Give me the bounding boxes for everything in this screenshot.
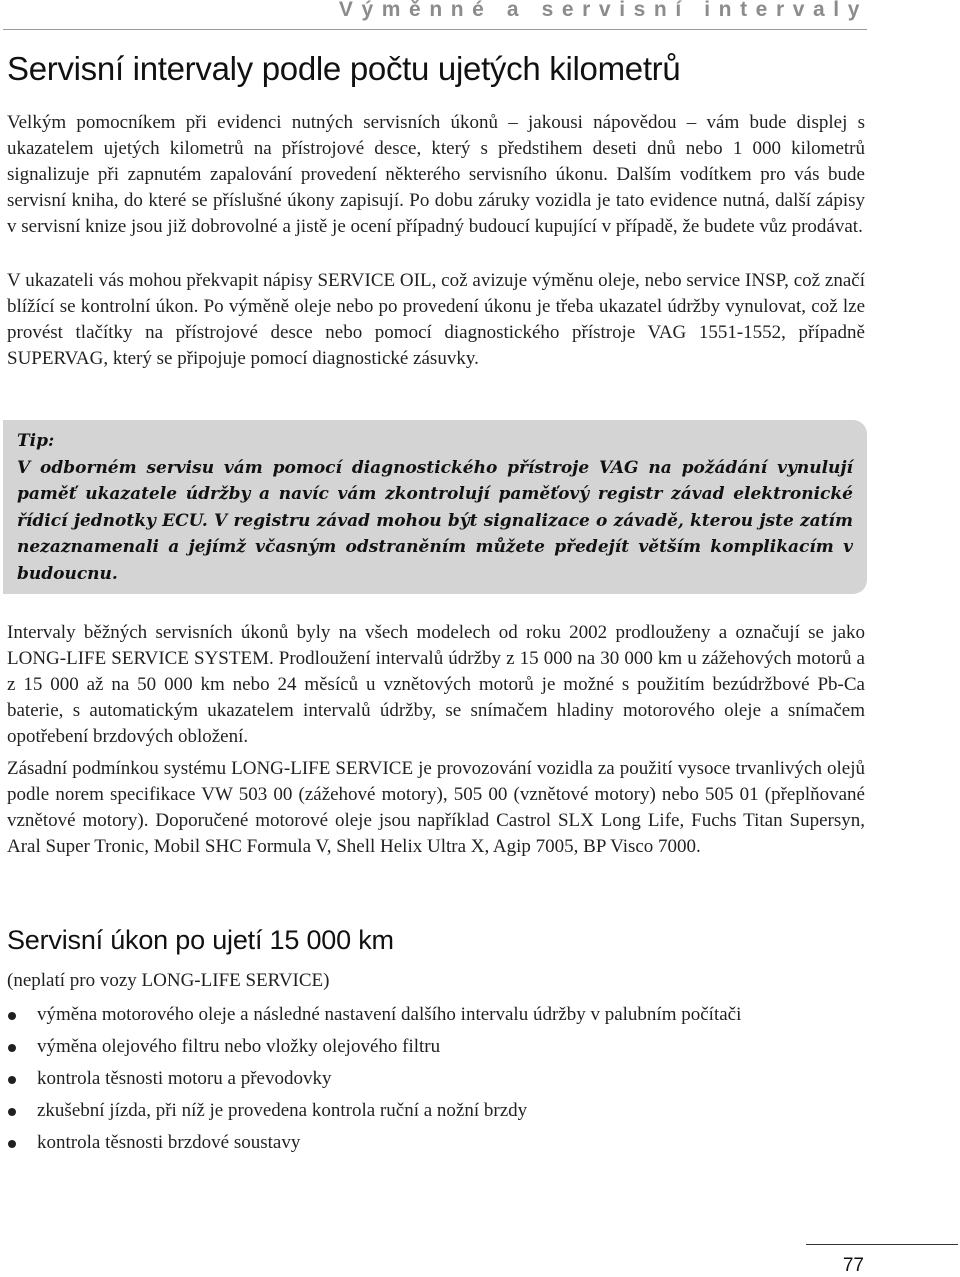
section-title: Servisní úkon po ujetí 15 000 km bbox=[7, 925, 394, 955]
bullet-icon bbox=[8, 1140, 16, 1148]
bullet-icon bbox=[8, 1012, 16, 1020]
list-item bbox=[0, 1130, 865, 1156]
list-item-text: zkušební jízda, při níž je provedena kontrola ruční a nožní brzdy bbox=[37, 1100, 528, 1121]
paragraph-indicator: V ukazateli vás mohou překvapit nápisy SERVICE OIL, což avizuje výměnu oleje, nebo service INSP, což značí blížící se kontrolní úkon. Po výměně oleje nebo po provedení úkonu je třeba ukazatel údržby vynulovat, což lze provést tlačítky na přístrojové desce nebo pomocí diagnostického přístroje VAG 1551-1552, případně SUPERVAG, který se připojuje pomocí diagnostické zásuvky. bbox=[7, 270, 865, 369]
page-title: Servisní intervaly podle počtu ujetých kilometrů bbox=[7, 50, 681, 87]
bullet-icon bbox=[8, 1076, 16, 1084]
bullet-icon bbox=[8, 1108, 16, 1116]
running-header: Výměnné a servisní intervaly bbox=[338, 0, 868, 21]
list-item-text: kontrola těsnosti brzdové soustavy bbox=[37, 1132, 301, 1153]
tip-box bbox=[3, 420, 867, 594]
list-item bbox=[0, 1002, 865, 1028]
paragraph-long-life: Intervaly běžných servisních úkonů byly na všech modelech od roku 2002 prodlouženy a označují se jako LONG-LIFE SERVICE SYSTEM. Prodloužení intervalů údržby z 15 000 na 30 000 km u zážehových motorů a z 15 000 až na 50 000 km nebo 24 měsíců u vznětových motorů je možné s použitím bezúdržbové Pb-Ca baterie, s automatickým ukazatelem intervalů údržby, se snímačem hladiny motorového oleje a snímačem opotřebení brzdových obložení. bbox=[7, 622, 865, 747]
list-item bbox=[0, 1034, 865, 1060]
paragraph-intro: Velkým pomocníkem při evidenci nutných servisních úkonů – jakousi nápovědou – vám bude displej s ukazatelem ujetých kilometrů na přístrojové desce, který s předstihem deseti dnů nebo 1 000 kilometrů signalizuje při zapnutém zapalování provedení některého servisního úkonu. Dalším vodítkem pro vás bude servisní kniha, do které se příslušné úkony zapisují. Po dobu záruky vozidla je tato evidence nutná, další zápisy v servisní knize jsou již dobrovolné a jistě je ocení případný budoucí kupující v případě, že budete vůz prodávat. bbox=[7, 112, 865, 237]
list-item-text: výměna motorového oleje a následné nastavení dalšího intervalu údržby v palubním počítači bbox=[37, 1004, 742, 1025]
page-number: 77 bbox=[842, 1255, 864, 1276]
list-item-text: výměna olejového filtru nebo vložky olejového filtru bbox=[37, 1036, 441, 1057]
list-item bbox=[0, 1098, 865, 1124]
list-item-text: kontrola těsnosti motoru a převodovky bbox=[37, 1068, 332, 1089]
paragraph-oils: Zásadní podmínkou systému LONG-LIFE SERVICE je provozování vozidla za použití vysoce trvanlivých olejů podle norem specifikace VW 503 00 (zážehové motory), 505 00 (vznětové motory) nebo 505 01 (přeplňované vznětové motory). Doporučené motorové oleje jsou například Castrol SLX Long Life, Fuchs Titan Supersyn, Aral Super Tronic, Mobil SHC Formula V, Shell Helix Ultra X, Agip 7005, BP Visco 7000. bbox=[7, 758, 865, 857]
footer-divider bbox=[806, 1244, 958, 1245]
section-note: (neplatí pro vozy LONG-LIFE SERVICE) bbox=[7, 970, 330, 991]
tip-title: Tip: bbox=[17, 431, 55, 451]
tip-text: V odborném servisu vám pomocí diagnostického přístroje VAG na požádání vynulují paměť ukazatele údržby a navíc vám zkontrolují paměťový registr závad elektronické řídicí jednotky ECU. V registru závad mohou být signalizace o závadě, kterou jste zatím nezaznamenali a jejímž včasným odstraněním můžete předejít větším komplikacím v budoucnu. bbox=[17, 457, 853, 584]
bullet-icon bbox=[8, 1044, 16, 1052]
service-task-list bbox=[0, 1002, 865, 1162]
header-divider bbox=[3, 29, 867, 30]
list-item bbox=[0, 1066, 865, 1092]
